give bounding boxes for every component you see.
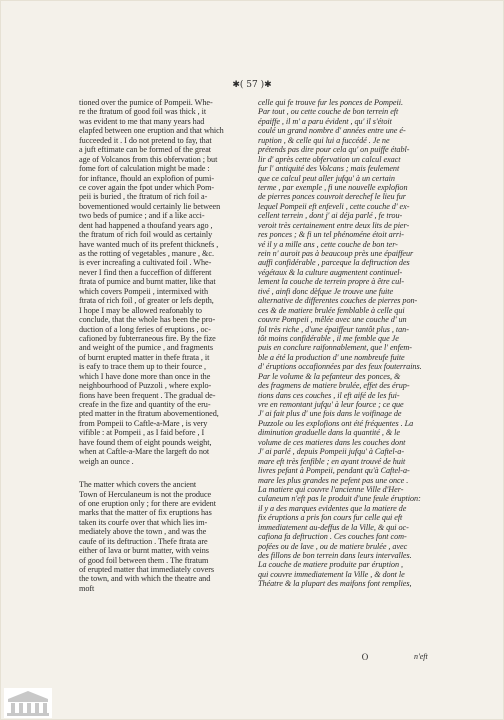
text-line: res ponces ; & fi un tel phénoméne étoit arri- [258, 230, 404, 240]
text-line: celle qui fe trouve fur les ponces de Pompeii. [258, 98, 403, 107]
text-line: cafioned by fubterraneous fire. By the fize [79, 333, 216, 343]
text-line: elapfed between one eruption and that which [79, 126, 224, 136]
text-line: cellent terrein , dont j' ai déja parlé , fe trou- [258, 211, 403, 221]
text-line: the town, and with which the theatre and [79, 574, 211, 584]
text-line: volume de ces matieres dans les couches dont [258, 437, 406, 447]
text-line: caufe of its deftruction . Thefe ftrata are [79, 536, 208, 546]
text-line: mare eft très fenfible ; en ayant trouvé de huit [258, 456, 406, 466]
text-line: weigh an ounce . [79, 456, 134, 466]
text-line: vé il y a mille ans , cette couche de bon ter- [258, 239, 398, 249]
library-logo-icon [4, 688, 52, 718]
text-line: a juft eftimate can be formed of the great [79, 145, 212, 155]
text-line: of one eruption only ; for there are evident [79, 498, 216, 508]
page-number-header: ✱( 57 )✱ [232, 80, 272, 90]
text-line: puis en conclure raifonnablement, que l' enfem- [258, 343, 412, 353]
text-line: I hope I may be allowed reafonably to [79, 305, 202, 315]
text-line: The matter which covers the ancient [79, 480, 197, 490]
text-line: Par le volume & la pefanteur des ponces, & [258, 371, 401, 381]
text-line: lir d' après cette obfervation un calcul exact [258, 154, 401, 164]
text-line: never I find then a fucceffion of different [79, 267, 212, 277]
text-line: have wanted much of its prefent thicknefs , [79, 239, 219, 249]
text-line: diminution graduelle dans la quantité , & le [258, 428, 400, 438]
text-line: bovementioned would certainly lie between [79, 201, 221, 211]
text-line: either of lava or burnt matter, with veins [79, 546, 209, 556]
text-line: fur l' antiquité des Volcans ; mais feulement [258, 164, 400, 174]
text-line: rein n' auroit pas à beaucoup près une épaiffeur [258, 249, 414, 258]
text-line: fol très riche , d'une épaiffeur tantôt plus , tan- [258, 324, 409, 334]
text-line: from Pompeii to Caftle-a-Mare , is very [79, 418, 208, 428]
text-line: veroit très certainement entre deux lits de pier- [258, 220, 410, 230]
text-line: coulé un grand nombre d' années entre une é- [258, 126, 406, 136]
text-line: d' éruptions occafionnées par des feux fouterrains. [258, 362, 422, 372]
text-line: re the ftratum of good foil was thick , it [79, 107, 207, 117]
text-line: terme , par exemple , fi une nouvelle explofion [258, 182, 408, 192]
text-line: ruption , & celle qui lui a fuccédé . Je ne [258, 135, 390, 145]
text-line: Puzzole ou les explofions ont été fréquentes . La [258, 418, 414, 428]
text-line: alternative de differentes couches de pierres pon- [258, 296, 418, 306]
text-line: des fillons de bon terrein dans leurs intervalles. [258, 551, 412, 560]
text-line: de pierres ponces couvroit derechef le lieu fur [258, 192, 406, 202]
french-text-column [258, 98, 438, 589]
text-line: végétaux & la culture augmentent continuel- [258, 267, 403, 277]
text-line: ce cover again the fpot under which Pom- [79, 182, 215, 192]
text-line: fix éruptions a pris fon cours fur celle qui eft [258, 513, 403, 523]
text-line: vifible : at Pompeii , as I faid before , I [79, 428, 205, 438]
text-line: prétends pas dire pour cela qu' on puiffe établ- [258, 145, 410, 155]
text-line: il y a des marques evidentes que la matiere de [258, 503, 407, 513]
text-line: que ce calcul peut aller jufqu' à un certain [258, 173, 395, 183]
english-text-column [79, 98, 257, 593]
text-line: duction of a long feries of eruptions , oc- [79, 324, 211, 334]
text-line: pted matter in the ftratum abovementioned, [79, 409, 219, 419]
text-line: Town of Herculaneum is not the produce [79, 489, 212, 499]
text-line: was evident to me that many years had [79, 116, 205, 126]
catchword: n'eft [414, 652, 428, 661]
text-line: cafiona fa deftruction . Ces couches font com- [258, 532, 407, 542]
text-line: ces & de matiere brulée femblable à celle qui [258, 305, 405, 315]
text-line: vre en remontant jufqu' à leur fource ; ce que [258, 400, 404, 409]
text-line: culaneum n'eft pas le produit d'une feule éruption: [258, 494, 421, 504]
signature-mark: O [361, 652, 369, 662]
text-line: tôt moins confidérable , il me femble que Je [258, 333, 399, 343]
text-line: fions have been frequent . The gradual de- [79, 390, 216, 400]
text-line: tioned over the pumice of Pompeii. Whe- [79, 98, 213, 107]
text-line: conclude, that the whole has been the pro- [79, 315, 216, 325]
text-line: of erupted matter that immediately covers [79, 565, 215, 574]
text-line: Par tout , ou cette couche de bon terrein eft [258, 107, 399, 117]
text-line: couvre Pompeii , mêlée avec une couche d' un [258, 315, 407, 325]
text-line: when at Caftle-a-Mare the largeft do not [79, 447, 210, 457]
text-line: auffi confidérable , parceque la deftruction des [258, 258, 410, 268]
text-line: the ftratum of rich foil would as certainly [79, 230, 213, 240]
text-line: peii is buried , the ftratum of rich foil a- [79, 192, 208, 202]
text-line: have found them of eight pounds weight, [79, 437, 212, 447]
text-line: of burnt erupted matter in thefe ftrata , it [79, 352, 210, 362]
text-line: tions dans ces couches , il eft aifé de les fui- [258, 390, 400, 400]
text-line: qui couvre immediatement la Ville , & dont le [258, 569, 405, 579]
text-line: livres pefant à Pompeii, pendant qu'à Caftel-a- [258, 466, 410, 476]
text-line: La couche de matiere produite par éruption , [258, 560, 403, 570]
text-line: J' ai fait plus d' une fois dans le voifinage de [258, 409, 402, 419]
text-line: taken its courfe over that which lies im- [79, 517, 208, 527]
text-line: La matiere qui couvre l'ancienne Ville d'Her- [258, 484, 404, 494]
text-line: neighbourhood of Puzzoli , where explo- [79, 381, 212, 391]
text-line: which I have done more than once in the [79, 371, 211, 381]
text-line: fucceeded it . I do not pretend to fay, that [79, 135, 212, 145]
text-line: two beds of pumice ; and if a like acci- [79, 211, 205, 221]
text-line: fome fort of calculation might be made : [79, 164, 210, 174]
text-line: des fragmens de matiere brulée, effet des érup- [258, 381, 410, 391]
text-line: age of Volcanos from this obfervation ; but [79, 154, 218, 164]
text-line: as the rotting of vegetables , manure , &c. [79, 249, 214, 258]
text-line: creafe in the fize and quantity of the eru- [79, 400, 211, 409]
text-line: J' ai parlé , depuis Pompeii jufqu' à Caftel-a- [258, 447, 405, 457]
text-line: is ever increafing a cultivated foil . Whe- [79, 258, 212, 268]
text-line: for inftance, fhould an explofion of pumi- [79, 173, 215, 183]
text-line: ftrata of pumice and burnt matter, like that [79, 277, 216, 287]
text-line: lement la couche de terrein propre à être cul- [258, 277, 405, 287]
text-line: ble a été la production d' une nombreufe fuite [258, 352, 405, 362]
text-line: ftrata of rich foil , of greater or lefs depth, [79, 296, 214, 306]
text-line: dent had happened a thoufand years ago , [79, 220, 213, 230]
text-line: of good foil between them . The ftratum [79, 555, 209, 565]
text-line: immediatement au-deffus de la Ville, & qui oc- [258, 522, 409, 532]
text-line: pofées ou de lave , ou de matiere brulée , avec [258, 541, 408, 551]
text-line: and weight of the pumice , and fragments [79, 343, 213, 353]
text-line: épaiffe , il m' a paru évident , qu' il s'étoit [258, 116, 392, 126]
text-line: mare les plus grandes ne pefent pas une once . [258, 475, 409, 485]
text-line: lequel Pompeii eft enfeveli , cette couche d' ex- [258, 201, 410, 211]
paragraph-gap [79, 466, 257, 480]
text-line: is eafy to trace them up to their fource , [79, 362, 207, 372]
text-line: moft [79, 583, 95, 593]
text-line: marks that the matter of fix eruptions has [79, 508, 212, 518]
text-line: Théatre & la plupart des maifons font remplies, [258, 579, 412, 589]
text-line: mediately above the town , and was the [79, 527, 207, 537]
text-line: tivé , ainfi donc dèfque Je trouve une fuite [258, 286, 394, 296]
text-line: which covers Pompeii , intermixed with [79, 286, 209, 296]
